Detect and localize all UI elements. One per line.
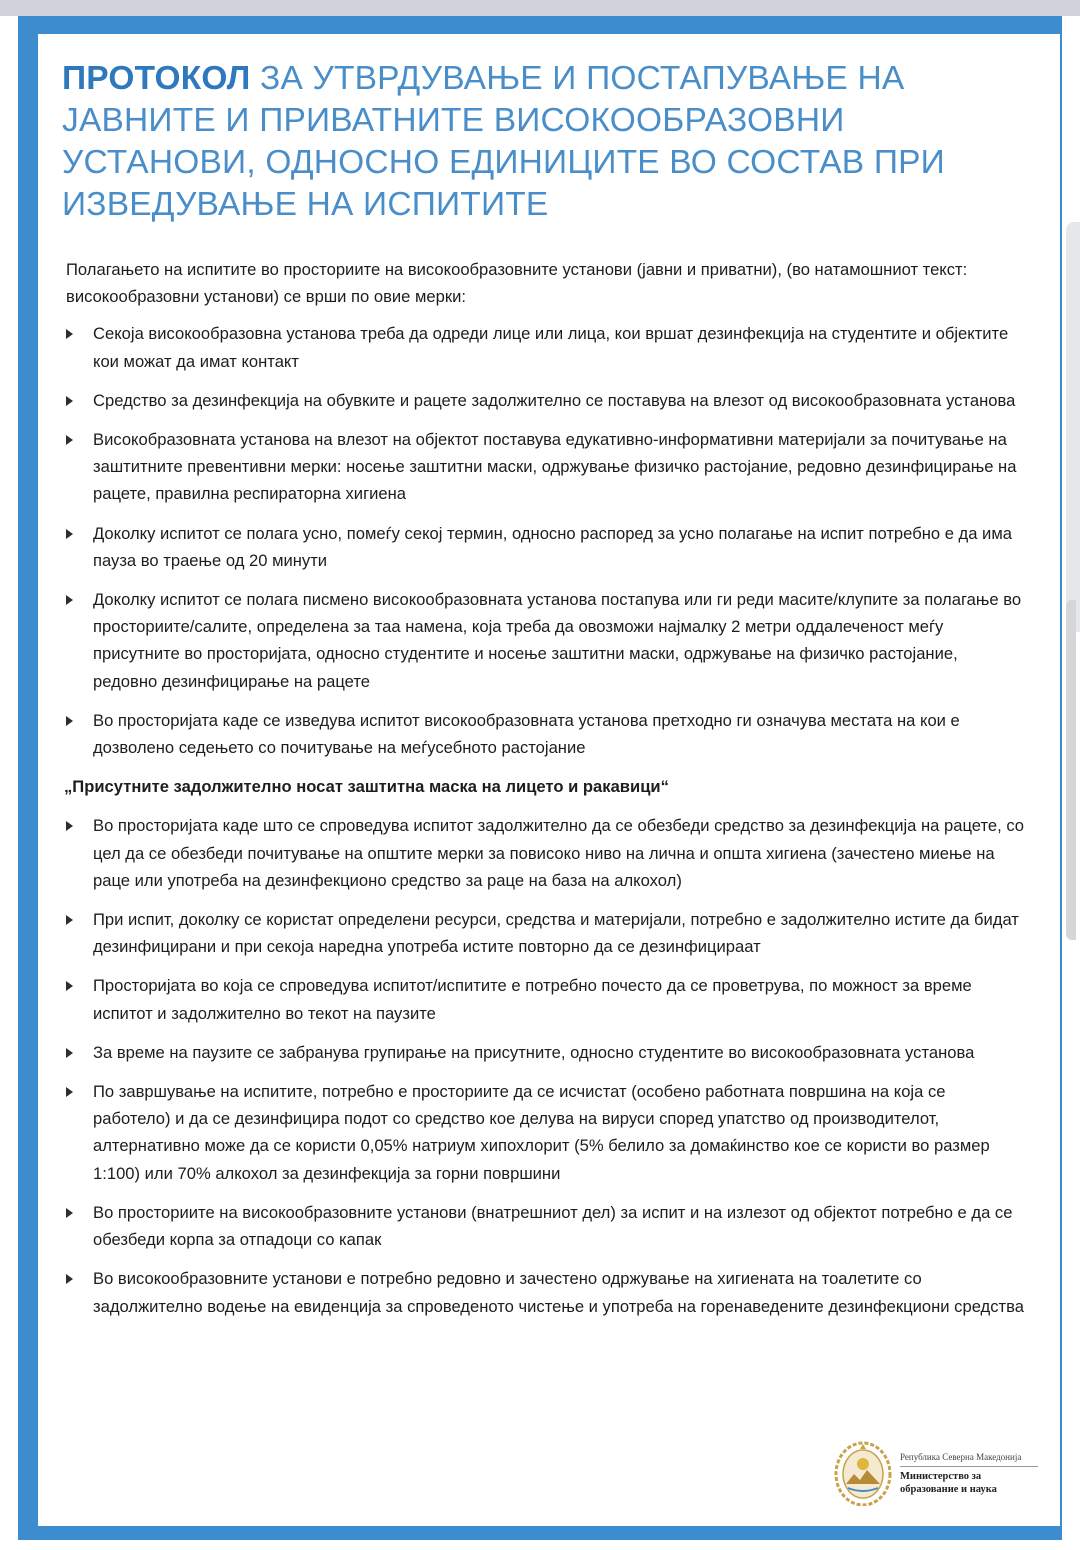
- bullet-arrow-icon: [66, 529, 73, 539]
- list-item-text: По завршување на испитите, потребно е просториите да се исчистат (особено работната површина на која се работело) и да се дезинфицира подот со средство кое делува на вируси според упатство од производителот, алтернативно може да се користи 0,05% натриум хипохлорит (5% белило за домаќинство кое се користи во размер 1:100) или 70% алкохол за дезинфекција за горни површини: [93, 1082, 990, 1183]
- list-item: [66, 707, 1026, 761]
- list-item: [66, 1039, 1026, 1066]
- ministry-line-1: Министерство за: [900, 1471, 982, 1482]
- logo-divider: [900, 1466, 1038, 1467]
- list-item: [66, 906, 1026, 960]
- measures-list-first: [66, 320, 1026, 761]
- status-bar: [0, 0, 1080, 16]
- bullet-arrow-icon: [66, 1087, 73, 1097]
- coat-of-arms-icon: [834, 1440, 892, 1506]
- bullet-arrow-icon: [66, 595, 73, 605]
- list-item-text: Високобразовната установа на влезот на објектот поставува едукативно-информативни материјали за почитување на заштитните превентивни мерки: носење заштитни маски, одржување физичко растојание, редовно дезинфицирање на рацете, правилна респираторна хигиена: [93, 430, 1017, 504]
- list-item-text: При испит, доколку се користат определени ресурси, средства и материјали, потребно е задолжително истите да бидат дезинфицирани и при секоја наредна употреба истите повторно да се дезинфицираат: [93, 910, 1019, 957]
- bullet-arrow-icon: [66, 396, 73, 406]
- list-item-text: Во просториите на високообразовните установи (внатрешниот дел) за испит и на излезот од објектот потребно е да се обезбеди корпа за отпадоци со капак: [93, 1202, 1013, 1250]
- list-item: [66, 1078, 1026, 1187]
- bullet-arrow-icon: [66, 821, 73, 831]
- document-body: [66, 256, 1026, 1332]
- intro-paragraph: Полагањето на испитите во просториите на високообразовните установи (јавни и приватни), (во натамошниот текст: високообразовни установи) се врши по овие мерки:: [66, 260, 968, 307]
- list-item-text: Секоја високообразовна установа треба да одреди лице или лица, кои вршат дезинфекција на студентите и објектите кои можат да имат контакт: [93, 324, 1009, 371]
- ministry-line-2: образование и наука: [900, 1484, 997, 1495]
- bullet-arrow-icon: [66, 1274, 73, 1284]
- list-item: [66, 972, 1026, 1026]
- list-item: [66, 1199, 1026, 1253]
- list-item: [66, 520, 1026, 574]
- list-item-text: Во просторијата каде што се спроведува испитот задолжително да се обезбеди средство за дезинфекција на рацете, со цел да се обезбеди почитување на општите мерки за повисоко ниво на лична и општа хигиена (зачестено миење на раце или употреба на дезинфекционо средство за раце на база на алкохол): [93, 816, 1025, 890]
- title-rest: ЗА УТВРДУВАЊЕ И ПОСТАПУВАЊЕ НА ЈАВНИТЕ И ПРИВАТНИТЕ ВИСОКООБРАЗОВНИ УСТАНОВИ, ОДНОСНО ЕДИНИЦИТЕ ВО СОСТАВ ПРИ ИЗВЕДУВАЊЕ НА ИСПИТИТЕ: [62, 60, 945, 223]
- list-item-text: Просторијата во која се спроведува испитот/испитите е потребно почесто да се проветрува, по можност за време испитот и задолжително во текот на паузите: [93, 976, 972, 1023]
- list-item: [66, 1265, 1026, 1319]
- document-title: [62, 58, 962, 226]
- list-item: [66, 586, 1026, 695]
- scroll-track[interactable]: [1066, 222, 1080, 632]
- list-item: [66, 387, 1026, 414]
- bullet-arrow-icon: [66, 981, 73, 991]
- title-bold: ПРОТОКОЛ: [62, 60, 251, 97]
- list-item-text: Доколку испитот се полага усно, помеѓу секој термин, односно распоред за усно полагање на испит потребно е да има пауза во траење од 20 минути: [93, 523, 1012, 570]
- bullet-arrow-icon: [66, 716, 73, 726]
- scroll-thumb[interactable]: [1066, 600, 1076, 940]
- bullet-arrow-icon: [66, 329, 73, 339]
- mask-callout: „Присутните задолжително носат заштитна маска на лицето и ракавици“: [64, 777, 669, 797]
- ministry-logo: [834, 1438, 1044, 1510]
- list-item-text: Средство за дезинфекција на обувките и рацете задолжително се поставува на влезот од високообразовната установа: [93, 390, 1016, 410]
- republic-label: Република Северна Македонија: [900, 1452, 1022, 1462]
- bullet-arrow-icon: [66, 1208, 73, 1218]
- measures-list-second: [66, 812, 1026, 1319]
- ministry-label: [900, 1470, 997, 1496]
- list-item-text: Во просторијата каде се изведува испитот високообразовната установа претходно ги означува местата на кои е дозволено седењето со почитување на меѓусебното растојание: [93, 710, 960, 758]
- list-item: [66, 426, 1026, 508]
- bullet-arrow-icon: [66, 435, 73, 445]
- bullet-arrow-icon: [66, 915, 73, 925]
- list-item-text: Во високообразовните установи е потребно редовно и зачестено одржување на хигиената на тоалетите со задолжително водење на евиденција за спроведеното чистење и употреба на горенаведените дезинфекциони средства: [93, 1269, 1024, 1316]
- list-item-text: За време на паузите се забранува групирање на присутните, односно студентите во високообразовната установа: [93, 1042, 975, 1062]
- bullet-arrow-icon: [66, 1048, 73, 1058]
- list-item: [66, 320, 1026, 374]
- list-item: [66, 812, 1026, 894]
- list-item-text: Доколку испитот се полага писмено високообразовната установа постапува или ги реди масите/клупите за полагање во просториите/салите, определена за таа намена, која треба да овозможи најмалку 2 метри оддалеченост меѓу присутните во просторијата, односно студентите и носење заштитни маски, одржување на физичко растојание, редовно дезинфицирање на рацете: [93, 590, 1022, 691]
